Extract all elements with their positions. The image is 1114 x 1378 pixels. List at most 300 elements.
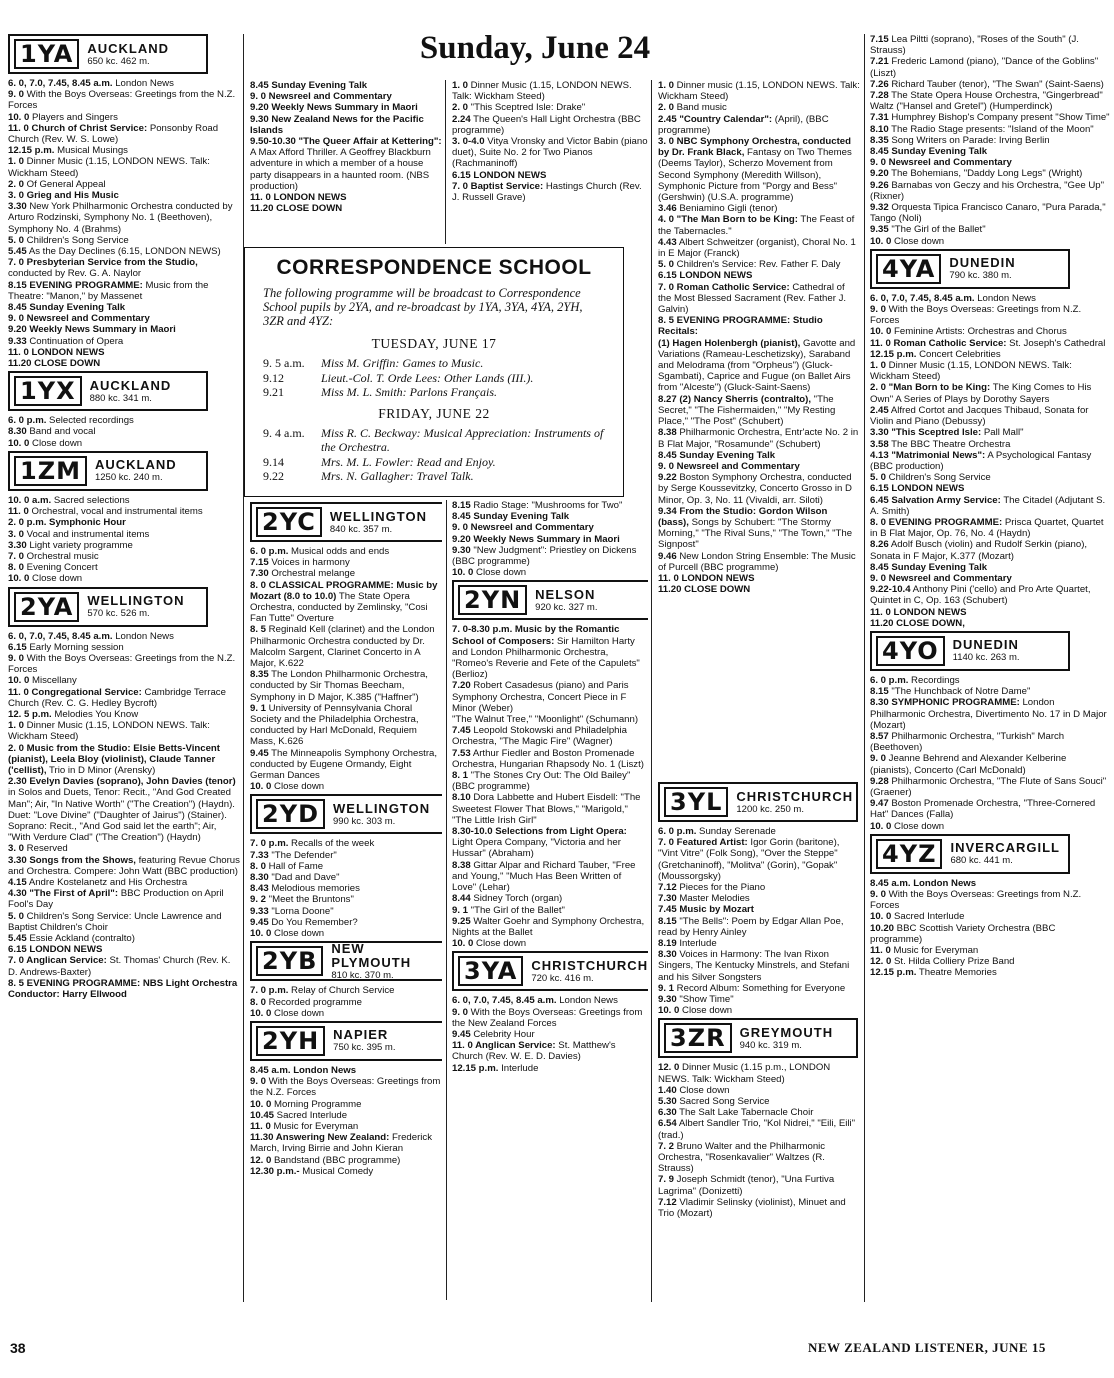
station-frequency: 990 kc. 303 m.	[333, 815, 396, 827]
programme-time: 1. 0	[452, 80, 469, 91]
programme-description: Interlude	[498, 1062, 539, 1074]
station-call-sign: 4YZ	[876, 839, 942, 869]
programme-time: 7.45	[452, 725, 471, 737]
programme-entry	[870, 168, 1110, 179]
programme-entry	[870, 135, 1110, 146]
station-meta	[333, 1028, 395, 1053]
programme-description: Close down	[676, 1084, 730, 1096]
programme-time: 11. 0 Roman Catholic Service:	[870, 337, 1007, 349]
programme-time: 10. 0	[250, 1007, 272, 1019]
programme-description: Philharmonic Orchestra, "The Flute of Sans Souci" (Graener)	[870, 775, 1107, 798]
programme-description: St. Hilda Colliery Prize Band	[891, 956, 1015, 968]
programme-description: Feminine Artists: Orchestras and Chorus	[891, 326, 1067, 338]
programme-time: 3. 0 Grieg and His Music	[8, 190, 119, 202]
programme-time: 9.25	[452, 915, 471, 927]
programme-time: 7.33	[250, 849, 269, 861]
programme-time: 8.45 Sunday Evening Talk	[8, 302, 126, 314]
programme-time: 8.43	[250, 883, 269, 895]
programme-time: 11. 0 LONDON NEWS	[870, 606, 967, 618]
programme-time: 6.15 LONDON NEWS	[452, 169, 547, 181]
programme-entry	[250, 917, 442, 928]
programme-entry	[658, 826, 860, 837]
programme-entry	[250, 748, 442, 782]
programme-time: 9.32	[870, 202, 889, 214]
programme-description: Music from the Theatre: "Manon," by Massenet	[8, 279, 209, 302]
programme-entry	[8, 246, 240, 257]
programme-time: 6.15	[8, 641, 27, 653]
programme-entry	[452, 545, 648, 567]
programme-time: 10. 0	[658, 1005, 680, 1017]
programme-description: Sacred Interlude	[891, 911, 965, 923]
programme-entry	[250, 872, 442, 883]
programme-description: "The Walnut Tree," "Moonlight" (Schumann)	[452, 714, 639, 726]
programme-entry	[8, 743, 240, 777]
programme-entry	[658, 102, 860, 113]
programme-entry	[870, 539, 1110, 561]
programme-entry	[250, 192, 442, 203]
programme-time: 9. 1	[658, 982, 675, 994]
station-meta	[953, 638, 1020, 663]
programme-description: Children's Song Service: Uncle Lawrence and Baptist Children's Choir	[8, 910, 222, 933]
programme-time: 12.15 p.m.	[8, 145, 55, 157]
programme-entry	[658, 837, 860, 882]
programme-description: Trio in D Minor (Arensky)	[46, 764, 156, 776]
programme-description: Radio Stage: "Mushrooms for Two"	[470, 500, 623, 511]
programme-time: 10. 0	[8, 111, 30, 123]
programme-time: 5.45	[8, 246, 27, 258]
programme-time: 8.30 SYMPHONIC PROGRAMME:	[870, 697, 1020, 709]
station-call-sign: 1ZM	[14, 456, 87, 486]
programme-entry	[8, 720, 240, 742]
programme-description: Sacred selections	[51, 494, 130, 506]
column-rule	[864, 34, 865, 1302]
programme-time: 7. 0 Baptist Service:	[452, 180, 544, 192]
station-header	[870, 834, 1070, 874]
programme-description: With the Boys Overseas: Greetings from the N.Z. Forces	[250, 1076, 441, 1099]
programme-description: Children's Service: Rev. Father F. Daly	[674, 259, 841, 271]
programme-entry	[250, 80, 442, 91]
programme-entry	[8, 257, 240, 279]
programme-entry	[870, 405, 1110, 427]
programme-time: 8.45 Sunday Evening Talk	[658, 449, 776, 461]
programme-description: Leopold Stokowski and Philadelphia Orchestra, "The Magic Fire" (Wagner)	[452, 725, 627, 748]
programme-time: 9.46	[658, 550, 677, 562]
programme-description: Albert Sandler Trio, "Kol Nidrei," "Eili, Eili" (trad.)	[658, 1118, 856, 1141]
programme-entry	[452, 893, 648, 904]
programme-time: 9.20 Weekly News Summary in Maori	[250, 102, 418, 114]
programme-entry	[8, 415, 240, 426]
programme-description: Sunday Serenade	[696, 826, 776, 837]
programme-description: The Feast of the Tabernacles."	[658, 214, 855, 237]
programme-description: Music for Everyman	[890, 945, 979, 957]
programme-time: 6. 0, 7.0, 7.45, 8.45 a.m.	[870, 292, 975, 304]
programme-entry	[870, 360, 1110, 382]
programme-entry	[870, 821, 1110, 832]
programme-description: Music for Everyman	[270, 1120, 359, 1132]
programme-time: 10. 0	[8, 437, 30, 449]
schedule-item	[263, 469, 605, 484]
programme-description: Evening Concert	[24, 562, 98, 574]
programme-entry	[870, 382, 1110, 404]
programme-entry	[452, 567, 648, 578]
programme-description: (April), (BBC programme)	[658, 113, 829, 136]
station-call-sign: 4YO	[876, 636, 945, 666]
programme-description: The Queen's Hall Light Orchestra (BBC programme)	[452, 113, 641, 136]
station-meta	[87, 594, 184, 619]
programme-entry	[870, 889, 1110, 911]
column-2-bottom	[250, 500, 442, 1300]
station-city: CHRISTCHURCH	[531, 957, 648, 973]
programme-entry	[250, 114, 442, 136]
programme-entry	[658, 427, 860, 449]
programme-entry	[658, 893, 860, 904]
programme-entry	[250, 928, 442, 939]
programme-time: 7. 0 Presbyterian Service from the Studio,	[8, 257, 198, 269]
programme-entry	[870, 450, 1110, 472]
programme-time: 11.30 Answering New Zealand:	[250, 1132, 390, 1144]
programme-description: St. Matthew's Church (Rev. W. E. D. Davies)	[452, 1040, 616, 1063]
schedule-time: 9. 5 a.m.	[263, 356, 305, 370]
column-rule	[446, 500, 447, 1300]
programme-entry	[8, 280, 240, 302]
programme-time: 7.30	[250, 568, 269, 580]
programme-entry	[870, 180, 1110, 202]
programme-entry	[250, 1155, 442, 1166]
programme-time: 8.30-10.0 Selections from Light Opera:	[452, 826, 627, 838]
programme-description: London News	[112, 78, 174, 89]
programme-description: Gittar Alpar and Richard Tauber, "Free and Young," "Much Has Been Written of Love" (Lehar)	[452, 859, 636, 894]
programme-time: 3.30 Songs from the Shows,	[8, 854, 136, 866]
programme-description: Adolf Busch (violin) and Rudolf Serkin (piano), Sonata in F Major, K.377 (Mozart)	[870, 539, 1088, 562]
programme-time: 10. 0	[870, 820, 892, 832]
programme-entry	[8, 855, 240, 877]
page-title: Sunday, June 24	[419, 30, 651, 66]
programme-time: 9. 0	[452, 1006, 469, 1018]
station-city: NELSON	[535, 586, 596, 602]
programme-description: Master Melodies	[676, 893, 750, 905]
programme-entry	[658, 551, 860, 573]
programme-entry	[870, 293, 1110, 304]
programme-time: 10.45	[250, 1109, 275, 1121]
programme-time: 9.47	[870, 798, 889, 810]
station-call-sign: 2YH	[256, 1026, 325, 1056]
programme-time: 3. 0 NBC Symphony Orchestra, conducted by Dr. Frank Black,	[658, 136, 851, 159]
station-frequency: 680 kc. 441 m.	[950, 855, 1013, 867]
programme-description: The BBC Theatre Orchestra	[888, 438, 1011, 450]
programme-entry	[452, 938, 648, 949]
programme-time: 11. 0	[870, 945, 891, 957]
schedule-time: 9.21	[263, 385, 284, 399]
programme-description: featuring Revue Chorus and Orchestra. Compere: John Watt (BBC production)	[8, 854, 240, 877]
programme-entry	[658, 573, 860, 584]
programme-description: Fantasy on Two Themes (Deems Taylor), Scherzo Movement from Second Symphony (Meredith Willson), Symphonic Picture from "Porgy and Bess" (Gershwin) (U.S.A. programme)	[658, 147, 852, 204]
programme-entry	[250, 669, 442, 703]
programme-description: The State Opera Orchestra, conducted by Zemlinsky, "Cosi Fan Tutte" Overture	[250, 590, 428, 625]
station-header	[8, 371, 208, 411]
programme-entry	[250, 1008, 442, 1019]
programme-description: Jeanne Behrend and Alexander Kelberine (pianists), Concerto (Carl McDonald)	[870, 753, 1067, 776]
programme-entry	[8, 426, 240, 437]
programme-time: 9.30 New Zealand News for the Pacific Islands	[250, 113, 424, 136]
correspondence-intro: The following programme will be broadcast to Correspondence School pupils by 2YA, and re-broadcast by 1YA, 3YA, 4YA, 2YH, 3ZR and 4YZ:	[263, 286, 583, 328]
programme-description: Vitya Vronsky and Victor Babin (piano duet), Suite No. 2 for Two Pianos (Rachmaninoff)	[452, 136, 648, 170]
programme-description: Philharmonic Orchestra, "Turkish" March (Beethoven)	[870, 730, 1065, 754]
station-frequency: 650 kc. 462 m.	[87, 55, 150, 67]
programme-description: Alfred Cortot and Jacques Thibaud, Sonata for Violin and Piano (Debussy)	[870, 404, 1089, 428]
programme-entry	[8, 89, 240, 111]
station-header	[452, 580, 648, 620]
station-header	[250, 1021, 442, 1061]
programme-entry	[870, 562, 1110, 573]
programme-entry	[8, 888, 240, 910]
programme-entry	[452, 1007, 648, 1029]
programme-time: 1. 0	[870, 360, 887, 372]
programme-time: 4.15	[8, 876, 27, 888]
programme-time: 6.30	[658, 1107, 677, 1119]
programme-time: 7.15	[250, 557, 269, 569]
programme-time: 11. 0	[8, 506, 29, 518]
programme-description: Light Opera Company, "Victoria and her Hussar" (Abraham)	[452, 837, 621, 860]
station-city: AUCKLAND	[89, 377, 172, 393]
programme-time: 6.15 LONDON NEWS	[658, 270, 753, 282]
programme-entry	[8, 324, 240, 335]
programme-time: 8.45 Sunday Evening Talk	[870, 146, 988, 158]
programme-entry	[8, 843, 240, 854]
station-meta	[535, 588, 597, 613]
programme-entry	[870, 439, 1110, 450]
programme-time: 11.20 CLOSE DOWN	[8, 358, 101, 370]
programme-entry	[658, 450, 860, 461]
programme-time: 9.20 Weekly News Summary in Maori	[452, 533, 620, 545]
programme-entry	[870, 697, 1110, 731]
programme-description: in Solos and Duets, Tenor: Recit., "And God Created Man"; Air, "In Native Worth" ("The Creation") (Haydn). Duet: "Love Divine" ("Daughter of Jairus") (Stainer). Soprano: Recit., "And God said let the earth"; Air, "With Verdure Clad" ("The Creation") (Haydn)	[8, 787, 235, 844]
programme-entry	[452, 170, 648, 181]
programme-time: 12. 0	[250, 1154, 272, 1166]
programme-entry	[8, 955, 240, 977]
programme-time: 10. 0	[250, 781, 272, 793]
programme-time: 7.26	[870, 78, 889, 90]
programme-description: Igor Gorin (baritone), "Vint Vitre" (Folk Song), "Over the Steppe" (Gretchaninoff), "Molitva" (Gorin), "Gopak" (Moussorgsky)	[658, 837, 840, 882]
programme-description: London News	[974, 292, 1036, 304]
programme-time: 9. 0	[250, 1076, 267, 1088]
programme-entry	[452, 770, 648, 792]
programme-time: 6. 0 p.m.	[658, 826, 697, 837]
programme-description: Close down	[29, 573, 83, 585]
programme-entry	[658, 1107, 860, 1118]
programme-entry	[452, 1063, 648, 1074]
station-header	[870, 249, 1070, 289]
programme-entry	[8, 145, 240, 156]
programme-time: 8. 5 EVENING PROGRAMME: Studio Recitals:	[658, 315, 823, 338]
programme-entry	[658, 1118, 860, 1140]
programme-time: 4.13 "Matrimonial News":	[870, 449, 986, 461]
programme-description: Of General Appeal	[24, 178, 106, 190]
programme-entry	[8, 978, 240, 1000]
programme-entry	[452, 181, 648, 203]
programme-entry	[8, 123, 240, 145]
column-3-bottom	[452, 500, 648, 1300]
programme-description: Orchestral, vocal and instrumental items	[28, 506, 203, 518]
programme-time: 8.15	[452, 500, 471, 511]
programme-description: Sidney Torch (organ)	[470, 893, 563, 905]
station-call-sign: 2YC	[256, 507, 322, 537]
programme-time: 12. 0	[658, 1062, 680, 1074]
correspondence-schedule	[263, 336, 605, 484]
programme-description: "Show Time"	[676, 994, 734, 1006]
station-header	[8, 34, 208, 74]
programme-time: 5. 0	[8, 910, 25, 922]
programme-time: 7. 0-8.30 p.m. Music by the Romantic School of Composers:	[452, 624, 620, 647]
programme-entry	[8, 156, 240, 178]
programme-entry	[8, 631, 240, 642]
programme-entry	[250, 1121, 442, 1132]
programme-time: 8. 0 EVENING PROGRAMME:	[870, 516, 1003, 528]
programme-time: 9.50-10.30 "The Queer Affair at Kettering":	[250, 136, 442, 148]
programme-entry	[658, 584, 860, 595]
programme-time: 5. 0	[658, 259, 675, 271]
programme-description: Bandstand (BBC programme)	[271, 1154, 401, 1166]
programme-entry	[870, 675, 1110, 686]
programme-description: Dinner Music (1.15 p.m., LONDON NEWS. Talk: Wickham Steed)	[658, 1062, 831, 1085]
programme-time: 9.20	[870, 168, 889, 180]
programme-entry	[870, 573, 1110, 584]
programme-entry	[870, 945, 1110, 956]
programme-description: St. Thomas' Church (Rev. K. D. Andrews-Baxter)	[8, 955, 231, 978]
programme-time: 8.45 Sunday Evening Talk	[250, 80, 368, 91]
programme-entry	[8, 642, 240, 653]
programme-time: 7.21	[870, 56, 889, 68]
programme-entry	[658, 1085, 860, 1096]
programme-time: 9. 1	[452, 904, 469, 916]
programme-entry	[250, 1110, 442, 1121]
programme-description: The Salt Lake Tabernacle Choir	[676, 1107, 814, 1119]
programme-entry	[8, 78, 240, 89]
programme-entry	[8, 313, 240, 324]
programme-entry	[870, 34, 1110, 56]
programme-description: "The Defender"	[268, 849, 337, 861]
station-meta	[950, 841, 1060, 866]
schedule-subject: Miss M. L. Smith: Parlons Français.	[321, 385, 498, 399]
programme-description: Bruno Walter and the Philharmonic Orchestra, "Rosenkavalier" Waltzes (R. Strauss)	[658, 1140, 826, 1175]
programme-entry	[452, 80, 648, 102]
programme-entry	[8, 347, 240, 358]
programme-entry	[658, 983, 860, 994]
programme-time: 5. 0	[870, 472, 887, 484]
programme-description: With the Boys Overseas: Greetings from N.Z. Forces	[870, 889, 1082, 912]
programme-description: Frederick March, Irving Birrie and John Kieran	[250, 1132, 432, 1155]
programme-time: 7.28	[870, 90, 889, 102]
programme-description: Reginald Kell (clarinet) and the London Philharmonic Orchestra conducted by Dr. Malcolm Sargent, Clarinet Concerto in A Major, K.622	[250, 624, 435, 670]
programme-time: 12.15 p.m.	[452, 1062, 499, 1074]
programme-time: 9.33	[250, 905, 269, 917]
programme-time: 9. 0	[870, 889, 887, 900]
programme-time: 9. 2	[250, 894, 267, 906]
station-header	[250, 794, 442, 834]
programme-entry	[250, 568, 442, 579]
programme-entry	[250, 557, 442, 568]
programme-time: 9. 0 Newsreel and Commentary	[452, 522, 594, 534]
programme-entry	[452, 522, 648, 533]
programme-description: Band and vocal	[26, 426, 96, 438]
programme-description: Close down	[473, 567, 527, 579]
programme-time: 10. 0 a.m.	[8, 494, 52, 506]
programme-description: "This Sceptred Isle: Drake"	[468, 102, 586, 114]
programme-entry	[870, 146, 1110, 157]
station-city: DUNEDIN	[949, 255, 1016, 271]
programme-time: 1. 0	[8, 720, 25, 732]
programme-description: New London String Ensemble: The Music of Purcell (BBC programme)	[658, 550, 856, 573]
column-5	[870, 34, 1110, 1336]
programme-entry	[8, 675, 240, 686]
programme-entry	[658, 338, 860, 394]
programme-description: BBC Production on April Fool's Day	[8, 888, 224, 911]
programme-entry	[250, 1132, 442, 1154]
programme-entry	[870, 326, 1110, 337]
programme-entry	[870, 483, 1110, 494]
programme-time: 5.45	[8, 933, 27, 944]
programme-description: Robert Casadesus (piano) and Paris Symphony Orchestra, Concert Piece in F Minor (Weber)	[452, 680, 629, 714]
programme-description: Pieces for the Piano	[676, 882, 766, 894]
programme-description: Reserved	[24, 843, 68, 855]
programme-time: 7. 0 Anglican Service:	[8, 955, 107, 967]
programme-description: Close down	[891, 235, 945, 247]
programme-time: 8.35	[870, 134, 889, 146]
programme-description: St. Joseph's Cathedral	[1006, 337, 1106, 349]
programme-entry	[658, 282, 860, 316]
programme-time: 9.45	[250, 747, 269, 759]
programme-time: 9.33	[8, 335, 27, 347]
programme-description: Recordings	[908, 674, 960, 686]
programme-time: 3. 0-4.0	[452, 136, 485, 148]
programme-time: 9. 0 Newsreel and Commentary	[8, 313, 150, 325]
programme-description: With the Boys Overseas: Greetings from the N.Z. Forces	[8, 89, 236, 112]
programme-entry	[8, 302, 240, 313]
programme-entry	[250, 546, 442, 557]
programme-time: 2.45 "Country Calendar":	[658, 113, 773, 125]
programme-entry	[8, 336, 240, 347]
programme-time: 3.46	[658, 203, 677, 215]
programme-time: 8.45 a.m. London News	[870, 877, 977, 889]
programme-time: 10. 0	[8, 675, 30, 687]
programme-description: Philharmonic Orchestra, Entr'acte No. 2 in B Flat Major, "Rosamunde" (Schubert)	[658, 427, 859, 450]
programme-description: "The Girl of the Ballet"	[888, 224, 986, 236]
station-city: DUNEDIN	[952, 637, 1019, 653]
programme-description: Theatre Memories	[916, 967, 997, 979]
programme-time: 11. 0	[250, 1120, 271, 1132]
programme-description: Frederic Lamond (piano), "Dance of the Goblins" (Liszt)	[870, 56, 1099, 79]
programme-entry	[658, 114, 860, 136]
column-3-top	[452, 80, 648, 245]
programme-entry	[452, 860, 648, 894]
station-frequency: 1140 kc. 263 m.	[952, 652, 1020, 664]
programme-entry	[658, 259, 860, 270]
programme-time: 11. 0 LONDON NEWS	[8, 346, 105, 358]
station-meta	[949, 256, 1015, 281]
programme-time: 8.38	[452, 859, 471, 871]
programme-description: "The Girl of the Ballet"	[468, 904, 565, 916]
programme-time: 10. 0	[870, 326, 892, 338]
programme-description: BBC Scottish Variety Orchestra (BBC programme)	[870, 922, 1056, 945]
programme-description: New York Philharmonic Orchestra conducted by Arturo Rodzinski, Symphony No. 1 (Beethoven), Symphony No. 4 (Brahms)	[8, 201, 233, 235]
station-frequency: 840 kc. 357 m.	[329, 523, 393, 535]
station-frequency: 720 kc. 416 m.	[531, 972, 594, 984]
programme-time: 10. 0	[870, 911, 892, 923]
programme-entry	[8, 495, 240, 506]
programme-entry	[452, 136, 648, 170]
programme-description: Gavotte and Variations (Rameau-Leschetizsky), Saraband and Melodrama (from "Orpheus") (Gluck-Sgambati), Caprice and Fugue (on Ballet Airs from "Alceste") (Gluck-Saint-Saens)	[658, 337, 856, 394]
station-header	[8, 451, 208, 491]
programme-time: (1) Hagen Holenbergh (pianist),	[658, 337, 801, 349]
